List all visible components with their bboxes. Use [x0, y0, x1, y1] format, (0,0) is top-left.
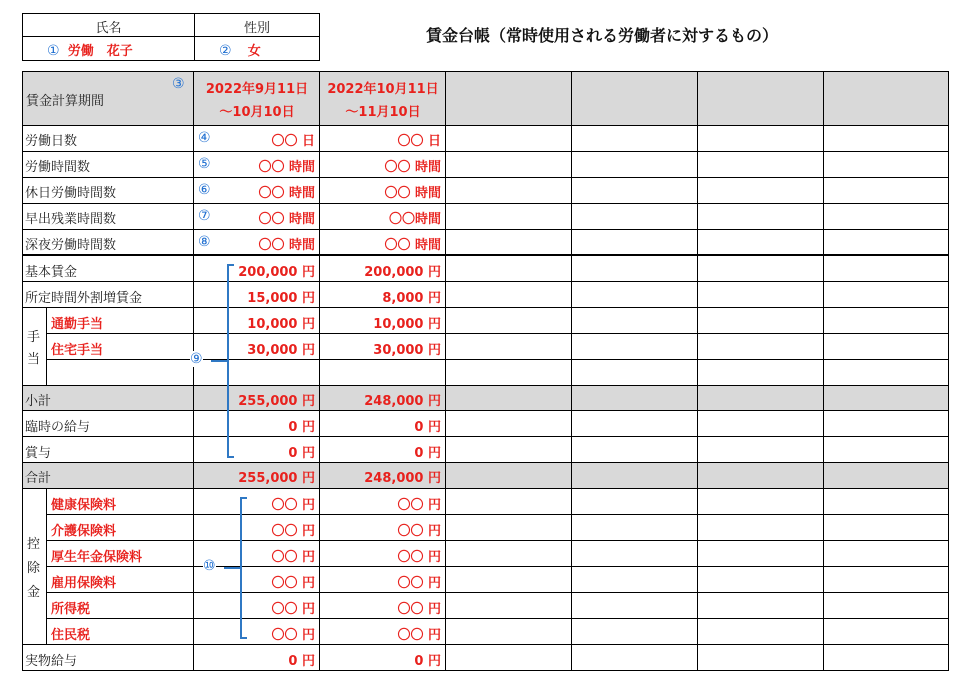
bonus-col1: 0 円	[288, 446, 315, 461]
gridline	[22, 203, 949, 204]
overtime-premium-label: 所定時間外割増賃金	[25, 291, 143, 306]
nursing-insurance-col1: 〇〇 円	[271, 524, 315, 539]
work-hours-col1: 〇〇 時間	[258, 160, 315, 175]
subtotal-row-band	[22, 385, 949, 410]
holiday-hours-label: 休日労働時間数	[25, 186, 117, 201]
pay-brace	[227, 264, 234, 266]
pension-insurance-col2: 〇〇 円	[397, 550, 441, 565]
period-label: 賃金計算期間	[26, 94, 105, 109]
resident-tax-col1: 〇〇 円	[271, 628, 315, 643]
resident-tax-label: 住民税	[51, 628, 91, 643]
gridline	[46, 333, 949, 334]
gridline	[22, 71, 949, 72]
housing-allowance-label: 住宅手当	[51, 343, 104, 358]
gridline	[319, 71, 320, 671]
overtime-hours-label: 早出残業時間数	[25, 212, 117, 227]
employment-insurance-label: 雇用保険料	[51, 576, 117, 591]
page-title: 賃金台帳（常時使用される労働者に対するもの）	[426, 26, 779, 45]
period-row-band	[22, 71, 949, 126]
deduction-brace	[240, 497, 247, 499]
overtime-hours-col1: 〇〇 時間	[258, 212, 315, 227]
work-hours-label: 労働時間数	[25, 160, 91, 175]
gridline	[46, 618, 949, 619]
work-days-number: ④	[198, 130, 211, 146]
in-kind-col2: 0 円	[414, 654, 441, 669]
basic-wage-col1: 200,000 円	[238, 265, 315, 280]
gridline	[22, 151, 949, 152]
overtime-premium-col1: 15,000 円	[247, 291, 315, 306]
housing-allowance-col1: 30,000 円	[247, 343, 315, 358]
work-hours-col2: 〇〇 時間	[384, 160, 441, 175]
gridline	[22, 436, 949, 437]
gridline	[22, 488, 949, 489]
gridline	[445, 71, 446, 671]
health-insurance-label: 健康保険料	[51, 498, 117, 513]
temporary-pay-col2: 0 円	[414, 420, 441, 435]
subtotal-col2: 248,000 円	[364, 394, 441, 409]
housing-allowance-col2: 30,000 円	[373, 343, 441, 358]
gridline	[22, 462, 949, 463]
gridline	[22, 229, 949, 230]
period-number: ③	[172, 76, 185, 92]
name-label: 氏名	[95, 21, 122, 36]
gridline	[697, 71, 698, 671]
holiday-hours-col1: 〇〇 時間	[258, 186, 315, 201]
period-col2-line1: 2022年10月11日	[327, 82, 439, 97]
subtotal-col1: 255,000 円	[238, 394, 315, 409]
gridline	[22, 670, 949, 671]
pension-insurance-label: 厚生年金保険料	[51, 550, 143, 565]
deduction-group-char: 除	[27, 561, 41, 576]
resident-tax-col2: 〇〇 円	[397, 628, 441, 643]
gridline	[22, 177, 949, 178]
name-number: ①	[47, 43, 60, 59]
in-kind-label: 実物給与	[25, 654, 78, 669]
total-col2: 248,000 円	[364, 471, 441, 486]
overtime-hours-col2: 〇〇時間	[388, 212, 441, 227]
income-tax-col1: 〇〇 円	[271, 602, 315, 617]
night-hours-col1: 〇〇 時間	[258, 238, 315, 253]
gridline	[22, 385, 949, 386]
gender-number: ②	[219, 43, 232, 59]
commute-allowance-label: 通勤手当	[51, 317, 104, 332]
deduction-number: ⑩	[203, 558, 216, 574]
total-row-band	[22, 462, 949, 488]
deduction-brace	[240, 637, 247, 639]
basic-wage-label: 基本賃金	[25, 265, 78, 280]
allowance-group-char: 当	[27, 352, 41, 367]
income-tax-col2: 〇〇 円	[397, 602, 441, 617]
total-label: 合計	[25, 471, 52, 486]
night-hours-number: ⑧	[198, 234, 211, 250]
work-days-label: 労働日数	[25, 134, 78, 149]
in-kind-col1: 0 円	[288, 654, 315, 669]
work-hours-number: ⑤	[198, 156, 211, 172]
gridline	[948, 71, 949, 671]
employment-insurance-col2: 〇〇 円	[397, 576, 441, 591]
pay-brace	[227, 456, 234, 458]
night-hours-col2: 〇〇 時間	[384, 238, 441, 253]
income-tax-label: 所得税	[51, 602, 91, 617]
period-col1-line1: 2022年9月11日	[205, 82, 309, 97]
gridline	[46, 488, 47, 644]
night-hours-label: 深夜労働時間数	[25, 238, 117, 253]
pay-number: ⑨	[190, 351, 203, 367]
gridline	[46, 359, 949, 360]
health-insurance-col2: 〇〇 円	[397, 498, 441, 513]
pay-brace	[211, 360, 227, 362]
bonus-label: 賞与	[25, 446, 52, 461]
basic-wage-col2: 200,000 円	[364, 265, 441, 280]
work-days-col1: 〇〇 日	[271, 134, 315, 149]
gridline	[22, 281, 949, 282]
pension-insurance-col1: 〇〇 円	[271, 550, 315, 565]
work-days-col2: 〇〇 日	[397, 134, 441, 149]
gender-label: 性別	[243, 21, 270, 36]
nursing-insurance-col2: 〇〇 円	[397, 524, 441, 539]
deduction-brace	[240, 497, 242, 639]
allowance-group-char: 手	[27, 330, 41, 345]
temporary-pay-label: 臨時の給与	[25, 420, 91, 435]
gridline	[46, 566, 949, 567]
overtime-hours-number: ⑦	[198, 208, 211, 224]
gridline	[22, 410, 949, 411]
nursing-insurance-label: 介護保険料	[51, 524, 117, 539]
holiday-hours-number: ⑥	[198, 182, 211, 198]
gridline	[46, 540, 949, 541]
commute-allowance-col1: 10,000 円	[247, 317, 315, 332]
subtotal-label: 小計	[25, 394, 52, 409]
period-col2-line2: ～11月10日	[345, 105, 421, 120]
bonus-col2: 0 円	[414, 446, 441, 461]
gridline	[22, 71, 23, 671]
deduction-group-char: 控	[27, 537, 41, 552]
employment-insurance-col1: 〇〇 円	[271, 576, 315, 591]
holiday-hours-col2: 〇〇 時間	[384, 186, 441, 201]
gridline	[22, 644, 949, 645]
gridline	[46, 592, 949, 593]
deduction-brace	[224, 567, 240, 569]
gridline	[46, 307, 47, 385]
deduction-group-char: 金	[27, 585, 41, 600]
period-col1-line2: ～10月10日	[219, 105, 295, 120]
gridline	[571, 71, 572, 671]
gridline	[22, 307, 949, 308]
temporary-pay-col1: 0 円	[288, 420, 315, 435]
overtime-premium-col2: 8,000 円	[382, 291, 441, 306]
gridline	[46, 514, 949, 515]
name-value: 労働 花子	[67, 44, 133, 59]
total-col1: 255,000 円	[238, 471, 315, 486]
gender-value: 女	[247, 44, 261, 59]
gridline	[193, 71, 194, 671]
pay-brace	[227, 264, 229, 458]
gridline	[823, 71, 824, 671]
commute-allowance-col2: 10,000 円	[373, 317, 441, 332]
health-insurance-col1: 〇〇 円	[271, 498, 315, 513]
gridline	[22, 125, 949, 126]
gridline	[22, 254, 949, 256]
